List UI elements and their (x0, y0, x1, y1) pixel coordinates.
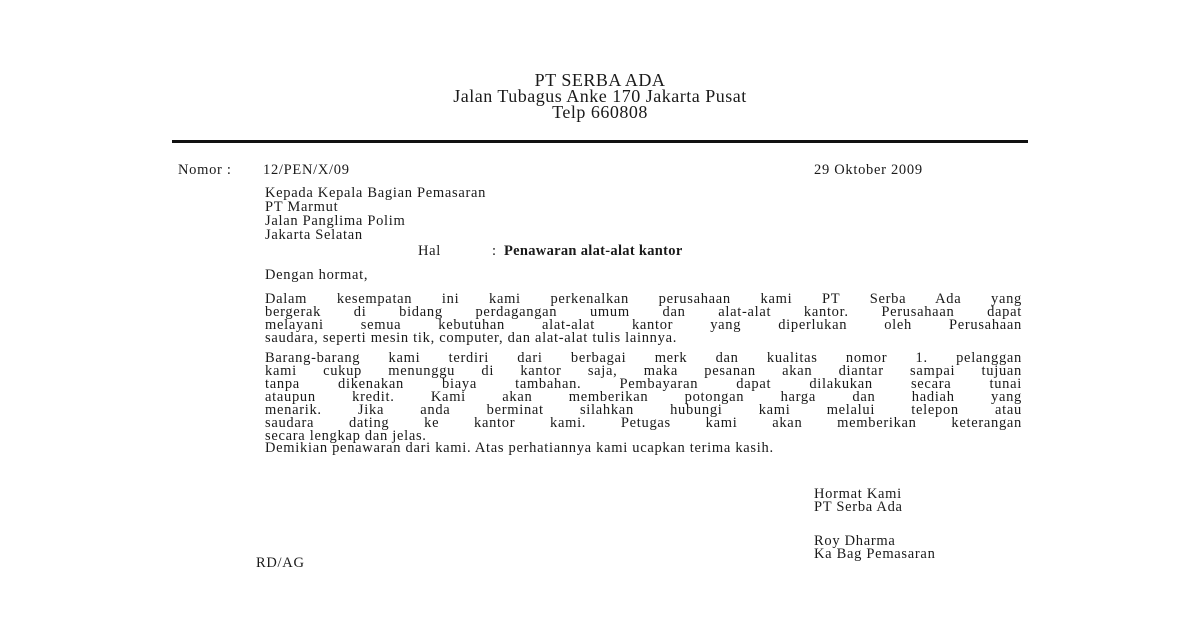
paragraph-line: menarik. Jika anda berminat silahkan hubungi kami melalui telepon atau (265, 402, 1022, 418)
letterhead-phone: Telp 660808 (552, 102, 648, 122)
paragraph-line: secara lengkap dan jelas. (265, 428, 427, 444)
paragraph-line: kami cukup menunggu di kantor saja, maka pesanan akan diantar sampai tujuan (265, 363, 1022, 379)
letterhead-company-name: PT SERBA ADA (534, 70, 666, 90)
reference-number-label: Nomor : (178, 162, 232, 178)
subject-value: Penawaran alat-alat kantor (504, 243, 683, 259)
recipient-line: Jalan Panglima Polim (265, 213, 406, 229)
recipient-line: Jakarta Selatan (265, 227, 363, 243)
paragraph-line: melayani semua kebutuhan alat-alat kantor yang diperlukan oleh Perusahaan (265, 317, 1022, 333)
typist-initials: RD/AG (256, 555, 305, 571)
signatory-title: Ka Bag Pemasaran (814, 546, 936, 562)
paragraph-line: bergerak di bidang perdagangan umum dan alat-alat kantor. Perusahaan dapat (265, 304, 1022, 320)
letter-date: 29 Oktober 2009 (814, 162, 923, 178)
closing-sentence: Demikian penawaran dari kami. Atas perhatiannya kami ucapkan terima kasih. (265, 440, 774, 456)
paragraph-line: Dalam kesempatan ini kami perkenalkan perusahaan kami PT Serba Ada yang (265, 291, 1022, 307)
letterhead-address: Jalan Tubagus Anke 170 Jakarta Pusat (453, 86, 747, 106)
signature-greeting: Hormat Kami (814, 486, 902, 502)
paragraph-line: tanpa dikenakan biaya tambahan. Pembayaran dapat dilakukan secara tunai (265, 376, 1022, 392)
reference-number: 12/PEN/X/09 (263, 162, 350, 178)
letterhead-divider (172, 140, 1028, 143)
paragraph-line: Barang-barang kami terdiri dari berbagai merk dan kualitas nomor 1. pelanggan (265, 350, 1022, 366)
recipient-line: Kepada Kepala Bagian Pemasaran (265, 185, 487, 201)
salutation: Dengan hormat, (265, 267, 369, 283)
paragraph-line: ataupun kredit. Kami akan memberikan potongan harga dan hadiah yang (265, 389, 1022, 405)
subject-label: Hal (418, 243, 442, 259)
signatory-name: Roy Dharma (814, 533, 896, 549)
signature-company: PT Serba Ada (814, 499, 903, 515)
paragraph-line: saudara, seperti mesin tik, computer, dan alat-alat tulis lainnya. (265, 330, 678, 346)
paragraph-line: saudara dating ke kantor kami. Petugas kami akan memberikan keterangan (265, 415, 1022, 431)
subject-separator: : (492, 243, 497, 259)
recipient-line: PT Marmut (265, 199, 339, 215)
